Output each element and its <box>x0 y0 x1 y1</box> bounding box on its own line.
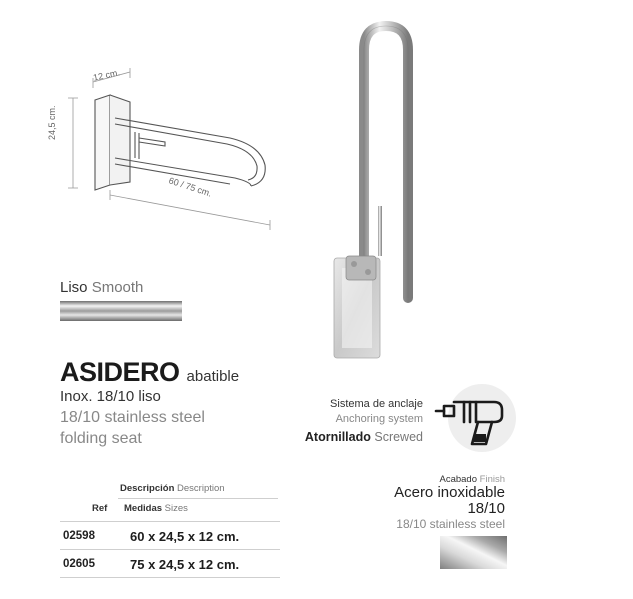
finish-spec-name-line1: Acero inoxidable <box>394 484 505 501</box>
table-ref-header: Ref <box>92 503 108 514</box>
stainless-steel-swatch <box>440 536 507 569</box>
anchoring-type <box>305 430 423 444</box>
table-description-es: Descripción <box>120 483 175 494</box>
finish-spec-label: Acabado <box>439 474 478 485</box>
anchoring-type-es: Atornillado <box>304 430 371 444</box>
dimension-width-label: 12 cm. <box>92 67 121 83</box>
table-description-header <box>120 483 225 494</box>
product-description-en <box>60 407 260 449</box>
finish-spec-name <box>394 485 505 517</box>
finish-spec-name-line2: 18/10 <box>467 500 505 517</box>
finish-spec-label-en: Finish <box>479 474 505 485</box>
finish-spec-name-en: 18/10 stainless steel <box>396 517 505 531</box>
anchoring-title: Sistema de anclaje <box>330 398 423 410</box>
finish-label <box>60 279 143 296</box>
table-divider <box>60 549 280 550</box>
table-sizes-es: Medidas <box>124 503 163 514</box>
table-ref-cell: 02598 <box>63 530 95 542</box>
technical-drawing <box>55 60 285 235</box>
table-size-cell: 75 x 24,5 x 12 cm. <box>130 557 240 572</box>
table-divider <box>60 521 280 522</box>
finish-label-en: Smooth <box>91 279 144 296</box>
product-photo <box>328 20 423 365</box>
table-description-en: Description <box>177 483 225 494</box>
product-name: ASIDERO <box>60 357 180 387</box>
table-size-cell: 60 x 24,5 x 12 cm. <box>130 529 240 544</box>
drill-icon <box>432 382 522 454</box>
table-sizes-header <box>124 503 188 514</box>
finish-label-es: Liso <box>60 279 88 296</box>
dimension-height-label: 24,5 cm. <box>47 105 57 140</box>
table-divider <box>118 498 278 499</box>
table-sizes-en: Sizes <box>164 503 188 514</box>
smooth-tube-sample <box>60 299 182 323</box>
anchoring-type-en: Screwed <box>374 430 423 444</box>
description-line-1: 18/10 stainless steel <box>60 409 205 426</box>
table-divider <box>60 577 280 578</box>
product-title <box>60 357 239 388</box>
description-line-2: folding seat <box>60 430 142 447</box>
dimension-length-label: 60 / 75 cm. <box>167 175 213 199</box>
product-name-suffix: abatible <box>186 368 240 385</box>
anchoring-title-en: Anchoring system <box>335 413 423 425</box>
product-material: Inox. 18/10 liso <box>60 388 161 405</box>
table-ref-cell: 02605 <box>63 558 95 570</box>
